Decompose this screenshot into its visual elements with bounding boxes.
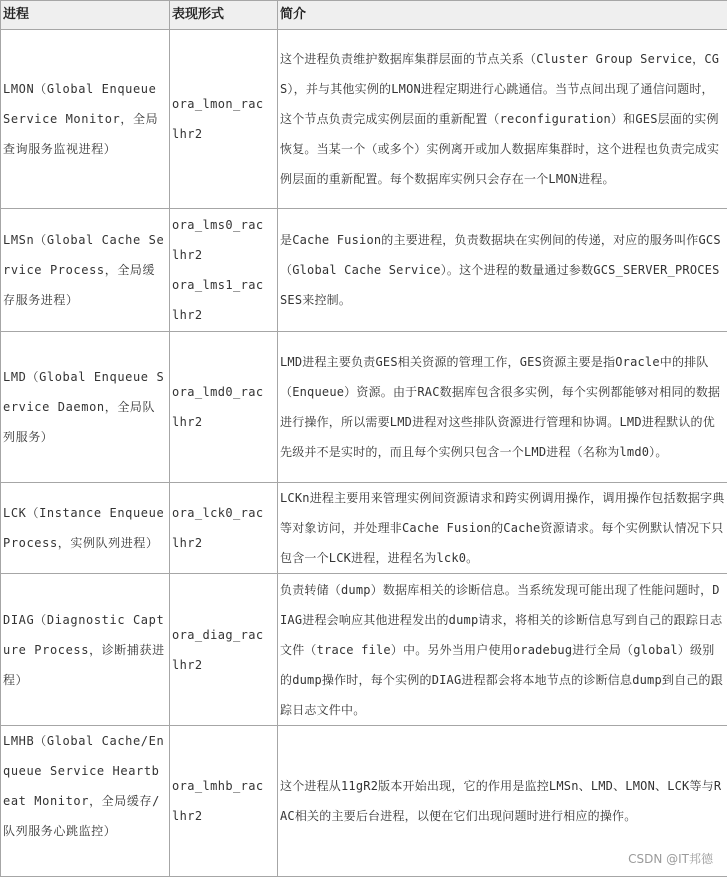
- header-form: 表现形式: [170, 1, 278, 30]
- process-form-cell: [170, 332, 278, 483]
- process-name-cell: LMSn（Global Cache Service Process，全局缓存服务进程）: [1, 209, 170, 332]
- process-name-cell: DIAG（Diagnostic Capture Process，诊断捕获进程）: [1, 574, 170, 726]
- process-description-cell: 是Cache Fusion的主要进程，负责数据块在实例间的传递，对应的服务叫作GCS（Global Cache Service）。这个进程的数量通过参数GCS_SERVER_PROCESSES来控制。: [278, 209, 727, 332]
- process-form-item: ora_lmhb_rac lhr2: [172, 771, 275, 831]
- process-form-item: ora_lms0_rac lhr2: [172, 210, 275, 270]
- process-form-cell: [170, 726, 278, 877]
- process-description-cell: 这个进程从11gR2版本开始出现，它的作用是监控LMSn、LMD、LMON、LCK等与RAC相关的主要后台进程，以便在它们出现问题时进行相应的操作。: [278, 726, 727, 877]
- process-description-cell: 负责转储（dump）数据库相关的诊断信息。当系统发现可能出现了性能问题时，DIAG进程会响应其他进程发出的dump请求，将相关的诊断信息写到自己的跟踪日志文件（trace file）中。另外当用户使用oradebug进行全局（global）级别的dump操作时，每个实例的DIAG进程都会将本地节点的诊断信息dump到自己的跟踪日志文件中。: [278, 574, 727, 726]
- process-form-item: ora_lck0_rac lhr2: [172, 498, 275, 558]
- table-row-lmon: [1, 30, 727, 209]
- process-description-cell: LCKn进程主要用来管理实例间资源请求和跨实例调用操作，调用操作包括数据字典等对象访问，并处理非Cache Fusion的Cache资源请求。每个实例默认情况下只包含一个LCK进程，进程名为lck0。: [278, 483, 727, 574]
- table-row-lmsn: [1, 209, 727, 332]
- process-form-cell: [170, 30, 278, 209]
- process-name-cell: LCK（Instance Enqueue Process，实例队列进程）: [1, 483, 170, 574]
- header-process: 进程: [1, 1, 170, 30]
- watermark: CSDN @IT邦德: [628, 850, 713, 867]
- header-description: 简介: [278, 1, 727, 30]
- process-name-cell: LMON（Global Enqueue Service Monitor，全局查询服务监视进程）: [1, 30, 170, 209]
- process-name-cell: LMHB（Global Cache/Enqueue Service Heartbeat Monitor，全局缓存/队列服务心跳监控）: [1, 726, 170, 877]
- process-form-cell: [170, 209, 278, 332]
- table-row-diag: [1, 574, 727, 726]
- table-row-lmd: [1, 332, 727, 483]
- table-row-lck: [1, 483, 727, 574]
- process-form-item: ora_lmd0_rac lhr2: [172, 377, 275, 437]
- process-description-cell: LMD进程主要负责GES相关资源的管理工作，GES资源主要是指Oracle中的排队（Enqueue）资源。由于RAC数据库包含很多实例，每个实例都能够对相同的数据进行操作，所以需要LMD进程对这些排队资源进行管理和协调。LMD进程默认的优先级并不是实时的，而且每个实例只包含一个LMD进程（名称为lmd0）。: [278, 332, 727, 483]
- process-form-item: ora_diag_rac lhr2: [172, 620, 275, 680]
- process-name-cell: LMD（Global Enqueue Service Daemon，全局队列服务）: [1, 332, 170, 483]
- process-form-cell: [170, 574, 278, 726]
- process-form-item: ora_lms1_rac lhr2: [172, 270, 275, 330]
- table-row-lmhb: [1, 726, 727, 877]
- process-description-cell: 这个进程负责维护数据库集群层面的节点关系（Cluster Group Service，CGS），并与其他实例的LMON进程定期进行心跳通信。当节点间出现了通信问题时，这个节点负责完成实例层面的重新配置（reconfiguration）和GES层面的实例恢复。当某一个（或多个）实例离开或加人数据库集群时，这个进程也负责完成实例层面的重新配置。每个数据库实例只会存在一个LMON进程。: [278, 30, 727, 209]
- process-form-item: ora_lmon_rac lhr2: [172, 89, 275, 149]
- process-form-cell: [170, 483, 278, 574]
- header-row: [1, 1, 727, 30]
